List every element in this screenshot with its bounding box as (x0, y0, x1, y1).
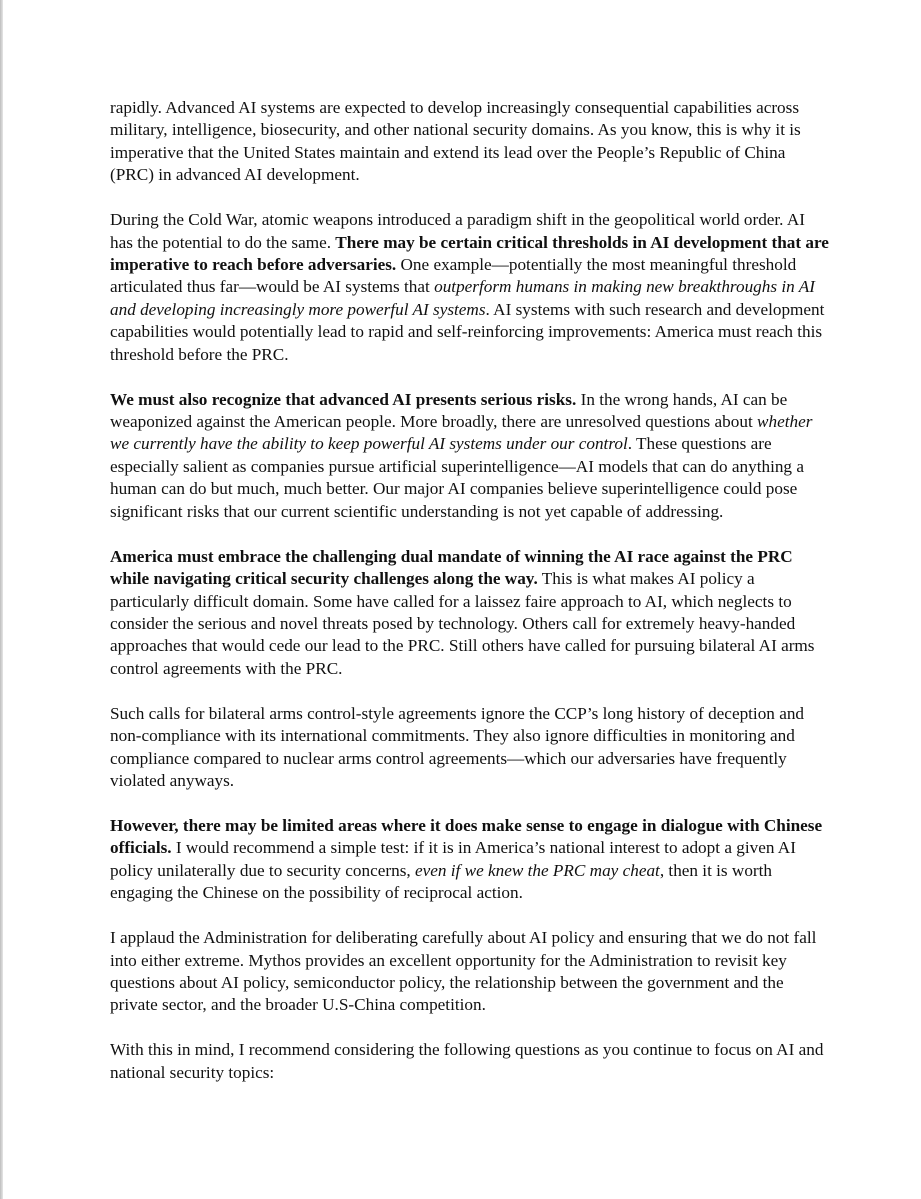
text-run: , then it is worth engaging the Chinese on the possibility of reciprocal action. (110, 860, 773, 903)
page-edge-shadow (0, 0, 3, 1199)
text-run: During the Cold War, atomic weapons introduced a paradigm shift in the geopolitical world order. AI has the potential to do the same. (110, 210, 805, 252)
bold-text-run: There may be certain critical thresholds in AI development that are imperative to reach before adversaries. (110, 232, 829, 275)
bold-text-run: America must embrace the challenging dual mandate of winning the AI race against the PRC while navigating critical security challenges along the way. (110, 546, 793, 589)
italic-text-run: even if we knew the PRC may cheat (414, 860, 660, 880)
bold-text-run: We must also recognize that advanced AI presents serious risks. (110, 389, 577, 409)
text-run: rapidly. Advanced AI systems are expected to develop increasingly consequential capabilities across military, intelligence, biosecurity, and other national security domains. As you know, this is why it is imperative that the United States maintain and extend its lead over the People’s Republic of China (PRC) in advanced AI development. (110, 98, 801, 185)
paragraph-applaud-administration (110, 927, 830, 1017)
italic-text-run: outperform humans in making new breakthroughs in AI and developing increasingly more powerful AI systems (110, 277, 815, 319)
text-run: In the wrong hands, AI can be weaponized against the American people. More broadly, there are unresolved questions about (110, 389, 788, 432)
paragraph-limited-dialogue (110, 815, 830, 905)
text-run: Such calls for bilateral arms control-style agreements ignore the CCP’s long history of deception and non-compliance with its international commitments. They also ignore difficulties in monitoring and compliance compared to nuclear arms control agreements—which our adversaries have frequently violated anyways. (110, 703, 805, 790)
paragraph-serious-risks (110, 389, 830, 523)
paragraph-dual-mandate (110, 546, 830, 680)
text-run: One example—potentially the most meaningful threshold articulated thus far—would be AI systems that (110, 255, 797, 297)
text-run: With this in mind, I recommend considering the following questions as you continue to focus on AI and national security topics: (110, 1040, 824, 1082)
letter-body (110, 97, 830, 1084)
text-run: I applaud the Administration for deliberating carefully about AI policy and ensuring that we do not fall into either extreme. Mythos provides an excellent opportunity for the Administration to revisit key questions about AI policy, semiconductor policy, the relationship between the government and the private sector, and the broader U.S-China competition. (110, 928, 817, 1015)
text-run: This is what makes AI policy a particularly difficult domain. Some have called for a laissez faire approach to AI, which neglects to consider the serious and novel threats posed by technology. Others call for extremely heavy-handed approaches that would cede our lead to the PRC. Still others have called for pursuing bilateral AI arms control agreements with the PRC. (110, 569, 815, 678)
paragraph-cold-war (110, 209, 830, 366)
paragraph-recommend-questions (110, 1039, 830, 1084)
bold-text-run: However, there may be limited areas where it does make sense to engage in dialogue with Chinese officials. (110, 815, 823, 858)
text-run: . AI systems with such research and development capabilities would potentially lead to rapid and self-reinforcing improvements: America must reach this threshold before the PRC. (110, 299, 825, 364)
italic-text-run: whether we currently have the ability to keep powerful AI systems under our control (110, 412, 813, 454)
text-run: . These questions are especially salient as companies pursue artificial superintelligence—AI models that can do anything a human can do but much, much better. Our major AI companies believe superintelligence could pose significant risks that our current scientific understanding is not yet capable of addressing. (110, 434, 804, 521)
paragraph-arms-control (110, 703, 830, 793)
text-run: I would recommend a simple test: if it is in America’s national interest to adopt a given AI policy unilaterally due to security concerns, (110, 838, 796, 880)
paragraph-ai-capabilities (110, 97, 830, 187)
